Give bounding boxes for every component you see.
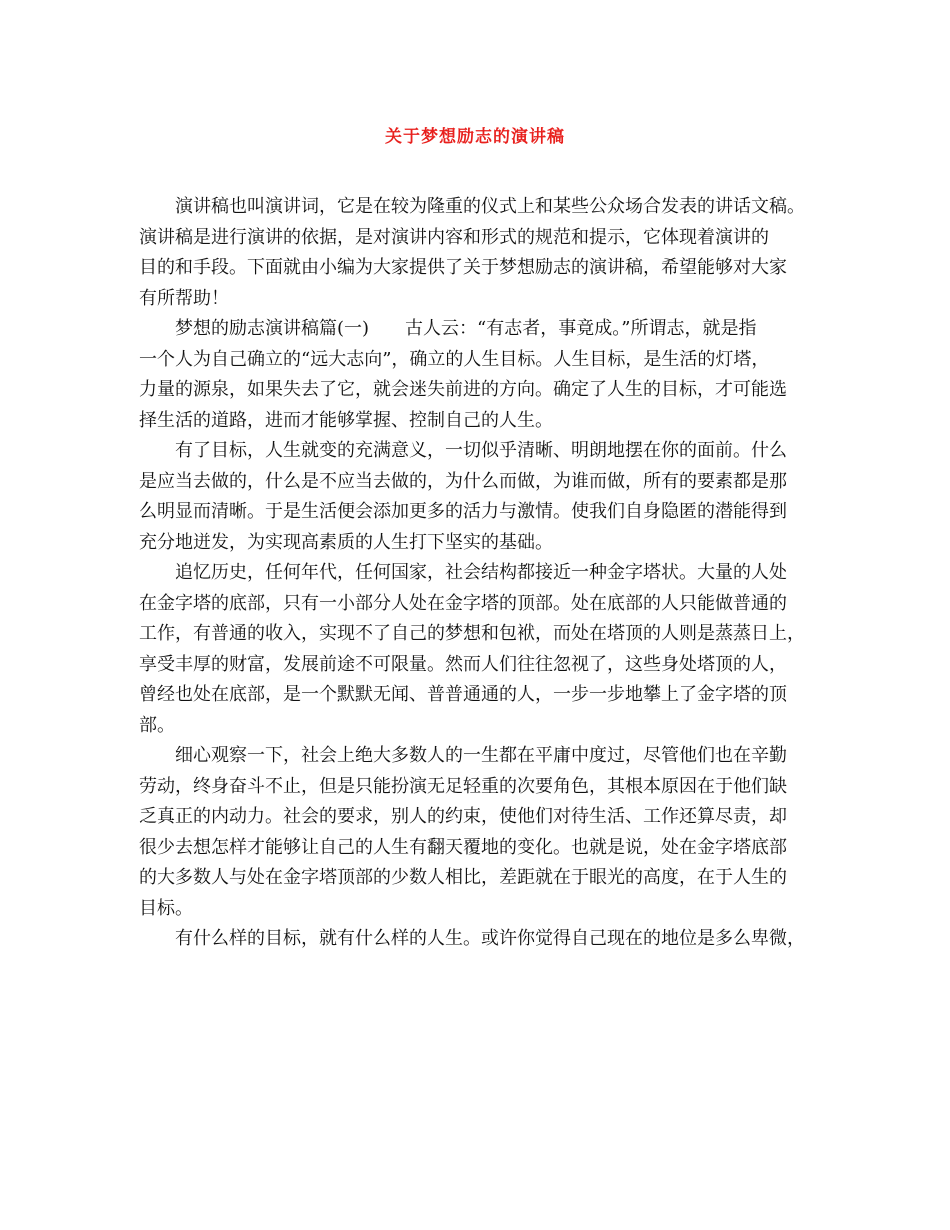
paragraph-line: 梦想的励志演讲稿篇(一) 古人云：“有志者，事竟成。”所谓志，就是指 [175, 318, 757, 339]
paragraph-line: 有所帮助！ [139, 287, 229, 309]
paragraph-line: 追忆历史，任何年代，任何国家，社会结构都接近一种金字塔状。大量的人处 [175, 562, 787, 583]
paragraph-line: 么明显而清晰。于是生活便会添加更多的活力与激情。使我们自身隐匿的潜能得到 [139, 501, 787, 522]
document-title: 关于梦想励志的演讲稿 [385, 127, 565, 147]
paragraph-line: 择生活的道路，进而才能够掌握、控制自己的人生。 [139, 409, 553, 431]
paragraph-line: 目的和手段。下面就由小编为大家提供了关于梦想励志的演讲稿，希望能够对大家 [139, 257, 787, 278]
paragraph-line: 曾经也处在底部，是一个默默无闻、普普通通的人，一步一步地攀上了金字塔的顶 [139, 684, 787, 705]
paragraph-line: 在金字塔的底部，只有一小部分人处在金字塔的顶部。处在底部的人只能做普通的 [139, 592, 787, 614]
paragraph [139, 924, 829, 955]
paragraph-line: 充分地迸发，为实现高素质的人生打下坚实的基础。 [139, 531, 553, 553]
paragraph-line: 有什么样的目标，就有什么样的人生。或许你觉得自己现在的地位是多么卑微， [175, 928, 805, 949]
paragraph-line: 有了目标，人生就变的充满意义，一切似乎清晰、明朗地摆在你的面前。什么 [175, 440, 787, 461]
paragraph [139, 192, 829, 314]
paragraph-line: 细心观察一下，社会上绝大多数人的一生都在平庸中度过，尽管他们也在辛勤 [175, 745, 787, 766]
paragraph-line: 的大多数人与处在金字塔顶部的少数人相比，差距就在于眼光的高度，在于人生的 [139, 867, 787, 888]
paragraph-line: 是应当去做的，什么是不应当去做的，为什么而做，为谁而做，所有的要素都是那 [139, 470, 787, 492]
paragraph [139, 436, 829, 558]
paragraph-line: 乏真正的内动力。社会的要求，别人的约束，使他们对待生活、工作还算尽责，却 [139, 806, 787, 827]
paragraph-line: 力量的源泉，如果失去了它，就会迷失前进的方向。确定了人生的目标，才可能选 [139, 379, 787, 400]
paragraph [139, 314, 829, 436]
paragraph-line: 部。 [139, 714, 175, 736]
paragraph-line: 演讲稿是进行演讲的依据，是对演讲内容和形式的规范和提示，它体现着演讲的 [139, 226, 769, 248]
paragraph-line: 一个人为自己确立的“远大志向”，确立的人生目标。人生目标，是生活的灯塔， [139, 348, 770, 370]
paragraph-line: 劳动，终身奋斗不止，但是只能扮演无足轻重的次要角色，其根本原因在于他们缺 [139, 775, 787, 797]
paragraph [139, 741, 829, 924]
paragraph-line: 目标。 [139, 897, 193, 919]
paragraph-line: 享受丰厚的财富，发展前途不可限量。然而人们往往忽视了，这些身处塔顶的人， [139, 653, 787, 675]
document-body [139, 192, 829, 955]
paragraph-line: 很少去想怎样才能够让自己的人生有翻天覆地的变化。也就是说，处在金字塔底部 [139, 836, 787, 858]
paragraph-line: 工作，有普通的收入，实现不了自己的梦想和包袱，而处在塔顶的人则是蒸蒸日上， [139, 623, 805, 644]
paragraph-line: 演讲稿也叫演讲词，它是在较为隆重的仪式上和某些公众场合发表的讲话文稿。 [175, 196, 805, 217]
paragraph [139, 558, 829, 741]
